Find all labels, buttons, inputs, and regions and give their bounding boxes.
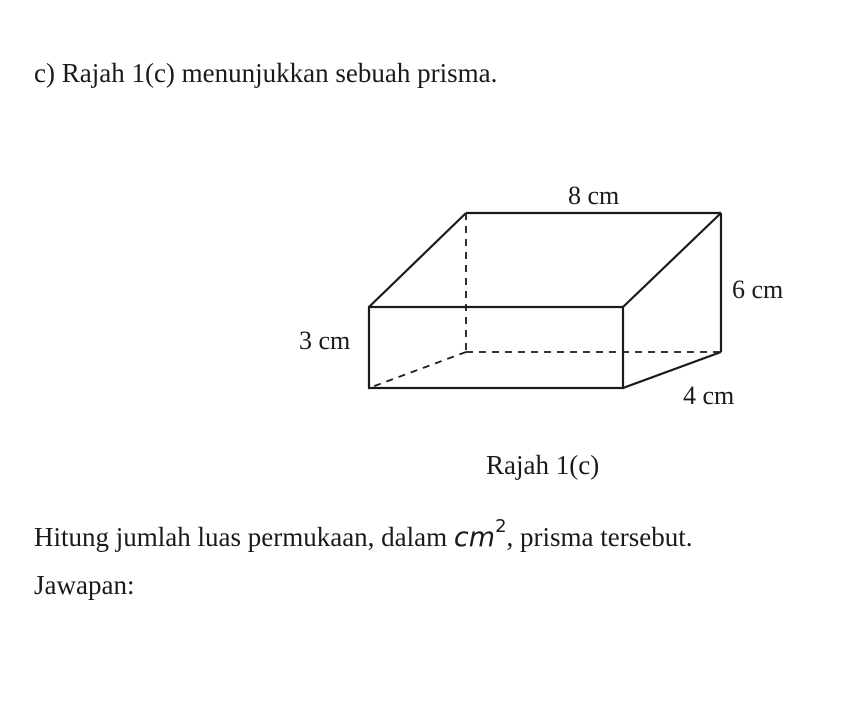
unit-exponent: 2 <box>495 516 507 537</box>
label-left: 3 cm <box>299 326 351 355</box>
question-text: c) Rajah 1(c) menunjukkan sebuah prisma. <box>34 58 498 88</box>
instruction-text-after: , prisma tersebut. <box>506 522 693 552</box>
front-face <box>369 307 623 388</box>
hidden-edge-bottom-left-slant <box>369 352 466 388</box>
edge-bottom-right-slant <box>623 352 721 388</box>
answer-label: Jawapan: <box>34 570 135 600</box>
label-right: 6 cm <box>732 275 784 304</box>
instruction-text <box>34 516 693 553</box>
unit-symbol <box>453 516 507 553</box>
edge-top-right-slant <box>623 213 721 307</box>
edge-top-left-slant <box>369 213 466 307</box>
figure-caption: Rajah 1(c) <box>486 450 600 480</box>
label-bottom: 4 cm <box>683 381 735 410</box>
unit-base: cm <box>453 522 496 553</box>
instruction-text-before: Hitung jumlah luas permukaan, dalam <box>34 522 454 552</box>
label-top: 8 cm <box>568 181 620 210</box>
